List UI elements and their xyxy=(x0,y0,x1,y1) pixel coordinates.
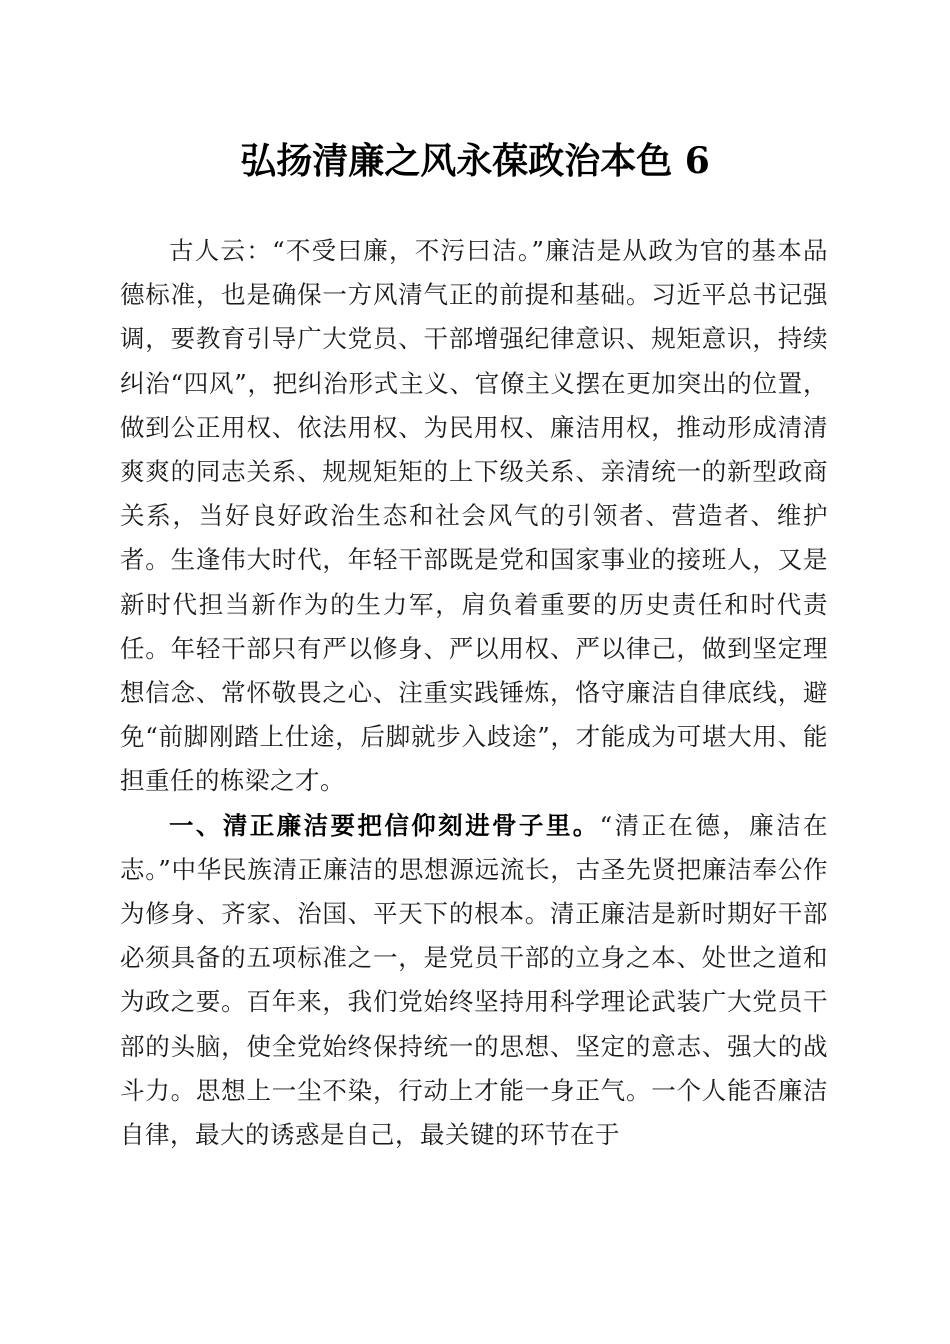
paragraph-intro xyxy=(120,229,828,804)
paragraph-text: 古人云：“不受曰廉，不污曰洁。”廉洁是从政为官的基本品德标准，也是确保一方风清气正的前提和基础。习近平总书记强调，要教育引导广大党员、干部增强纪律意识、规矩意识，持续纠治“四风”，把纠治形式主义、官僚主义摆在更加突出的位置，做到公正用权、依法用权、为民用权、廉洁用权，推动形成清清爽爽的同志关系、规规矩矩的上下级关系、亲清统一的新型政商关系，当好良好政治生态和社会风气的引领者、营造者、维护者。生逢伟大时代，年轻干部既是党和国家事业的接班人，又是新时代担当新作为的生力军，肩负着重要的历史责任和时代责任。年轻干部只有严以修身、严以用权、严以律己，做到坚定理想信念、常怀敬畏之心、注重实践锤炼，恪守廉洁自律底线，避免“前脚刚踏上仕途，后脚就步入歧途”，才能成为可堪大用、能担重任的栋梁之才。 xyxy=(120,236,828,796)
paragraph-text: “清正在德，廉洁在志。”中华民族清正廉洁的思想源远流长，古圣先贤把廉洁奉公作为修身、齐家、治国、平天下的根本。清正廉洁是新时期好干部必须具备的五项标准之一，是党员干部的立身之本、处世之道和为政之要。百年来，我们党始终坚持用科学理论武装广大党员干部的头脑，使全党始终保持统一的思想、坚定的意志、强大的战斗力。思想上一尘不染，行动上才能一身正气。一个人能否廉洁自律，最大的诱惑是自己，最关键的环节在于 xyxy=(120,810,829,1150)
section-heading: 一、清正廉洁要把信仰刻进骨子里。 xyxy=(169,810,600,840)
document-title: 弘扬清廉之风永葆政治本色 6 xyxy=(240,140,710,182)
paragraph-section-1 xyxy=(120,804,828,1158)
document-body xyxy=(120,229,828,1157)
